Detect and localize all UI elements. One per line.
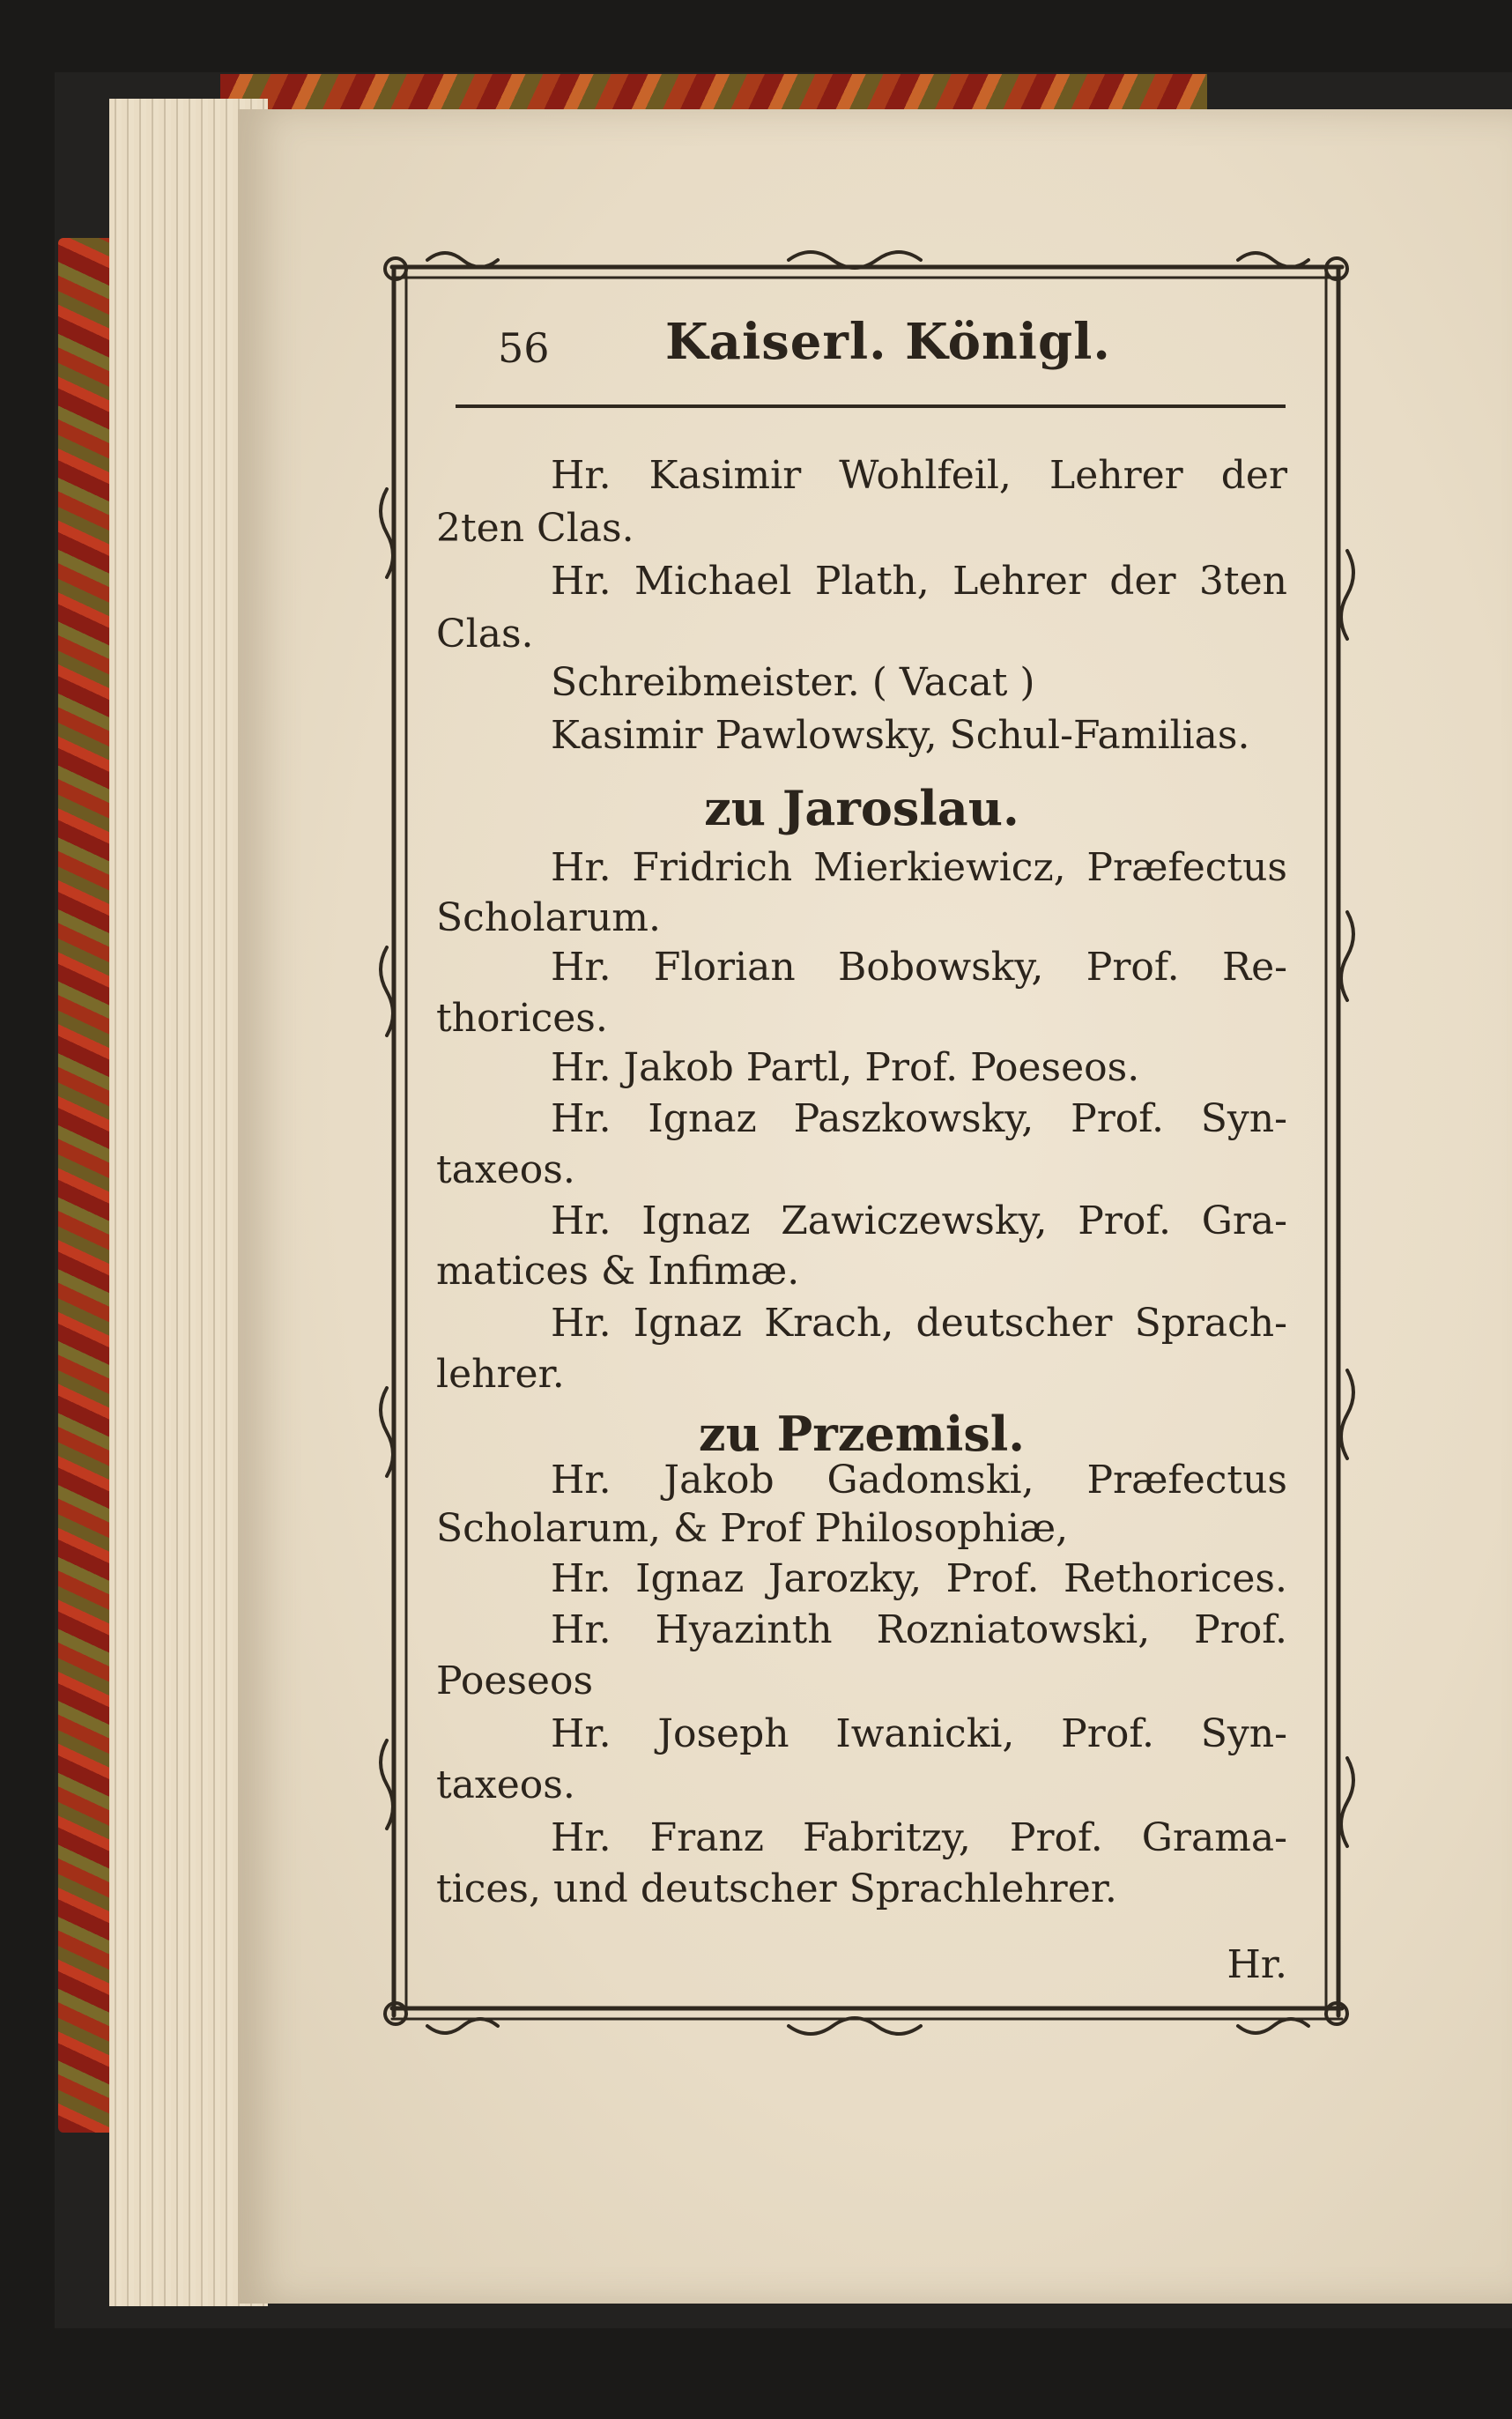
text-line: thorices. bbox=[436, 996, 608, 1041]
section-heading: zu Jaroslau. bbox=[704, 780, 1019, 836]
header-rule bbox=[456, 404, 1286, 408]
text-line: 2ten Clas. bbox=[436, 506, 634, 551]
text-line: tices, und deutscher Sprachlehrer. bbox=[436, 1866, 1117, 1911]
text-line: Hr. Ignaz Paszkowsky, Prof. Syn- bbox=[551, 1096, 1287, 1141]
running-head: Kaiserl. Königl. bbox=[665, 313, 1111, 371]
section-heading: zu Przemisl. bbox=[698, 1406, 1026, 1462]
text-line: Scholarum. bbox=[436, 895, 661, 940]
catchword: Hr. bbox=[1227, 1942, 1287, 1987]
page-number: 56 bbox=[498, 324, 550, 372]
text-line: Kasimir Pawlowsky, Schul-Familias. bbox=[551, 713, 1250, 758]
text-line: Hr. Kasimir Wohlfeil, Lehrer der bbox=[551, 453, 1287, 498]
text-line: Hr. Ignaz Zawiczewsky, Prof. Gra- bbox=[551, 1198, 1287, 1243]
text-line: Scholarum, & Prof Philosophiæ, bbox=[436, 1506, 1069, 1551]
text-line: lehrer. bbox=[436, 1352, 565, 1397]
text-line: Schreibmeister. ( Vacat ) bbox=[551, 660, 1035, 705]
text-line: matices & Infimæ. bbox=[436, 1249, 800, 1294]
text-line: taxeos. bbox=[436, 1147, 575, 1192]
text-line: Hr. Michael Plath, Lehrer der 3ten bbox=[551, 559, 1287, 604]
text-line: Hr. Hyazinth Rozniatowski, Prof. bbox=[551, 1607, 1287, 1652]
text-line: Hr. Franz Fabritzy, Prof. Grama- bbox=[551, 1815, 1287, 1860]
text-line: Hr. Joseph Iwanicki, Prof. Syn- bbox=[551, 1711, 1287, 1756]
text-line: Hr. Ignaz Krach, deutscher Sprach- bbox=[551, 1301, 1287, 1346]
text-line: taxeos. bbox=[436, 1762, 575, 1807]
text-line: Hr. Ignaz Jarozky, Prof. Rethorices. bbox=[551, 1556, 1287, 1601]
text-line: Hr. Jakob Gadomski, Præfectus bbox=[551, 1458, 1287, 1503]
text-line: Hr. Jakob Partl, Prof. Poeseos. bbox=[551, 1045, 1140, 1090]
text-line: Clas. bbox=[436, 612, 534, 657]
text-line: Hr. Florian Bobowsky, Prof. Re- bbox=[551, 945, 1287, 990]
text-line: Poeseos bbox=[436, 1658, 594, 1703]
text-line: Hr. Fridrich Mierkiewicz, Præfectus bbox=[551, 845, 1287, 890]
